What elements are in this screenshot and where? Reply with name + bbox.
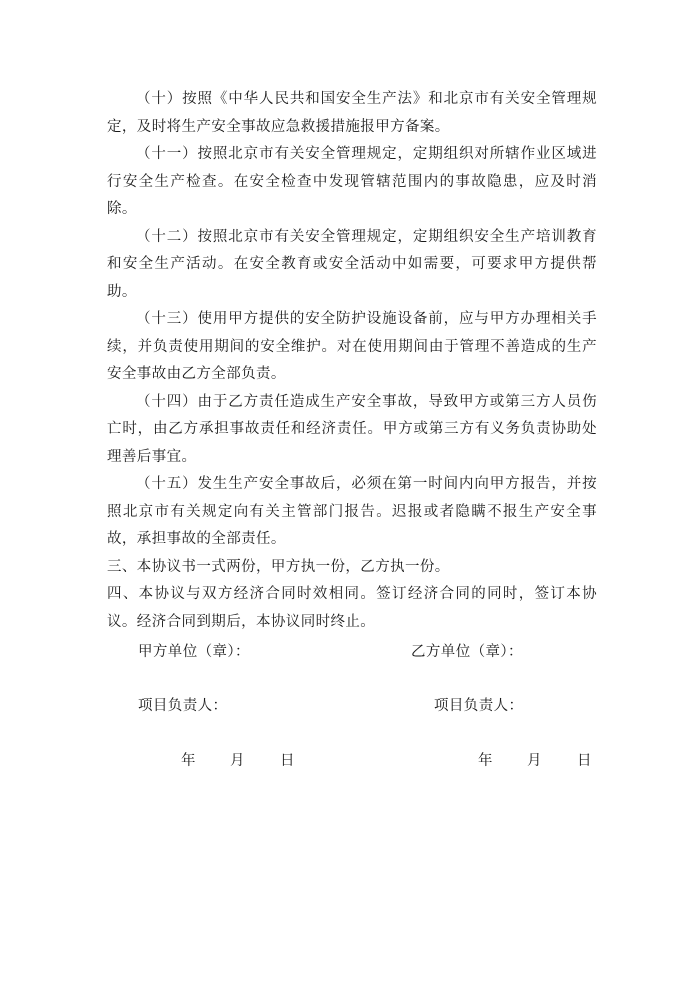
clause-13: （十三）使用甲方提供的安全防护设施设备前，应与甲方办理相关手续，并负责使用期间的安全维护。对在使用期间由于管理不善造成的生产安全事故由乙方全部负责。 <box>107 311 597 382</box>
party-b-day: 日 <box>577 753 592 769</box>
party-b-month: 月 <box>527 753 542 769</box>
party-b-year: 年 <box>478 753 493 769</box>
clause-11: （十一）按照北京市有关安全管理规定，定期组织对所辖作业区域进行安全生产检查。在安全检查中发现管辖范围内的事故隐患，应及时消除。 <box>107 146 597 217</box>
party-a-year: 年 <box>181 753 196 769</box>
clause-10: （十）按照《中华人民共和国安全生产法》和北京市有关安全管理规定，及时将生产安全事故应急救援措施报甲方备案。 <box>107 91 597 135</box>
party-b-leader-label: 项目负责人： <box>434 698 524 714</box>
party-b-unit-label: 乙方单位（章）： <box>411 644 523 660</box>
party-a-unit-label: 甲方单位（章）： <box>138 644 250 660</box>
party-a-month: 月 <box>230 753 245 769</box>
party-a-day: 日 <box>280 753 295 769</box>
clause-15: （十五）发生生产安全事故后，必须在第一时间内向甲方报告，并按照北京市有关规定向有关主管部门报告。迟报或者隐瞒不报生产安全事故，承担事故的全部责任。 <box>107 476 597 547</box>
clause-12: （十二）按照北京市有关安全管理规定，定期组织安全生产培训教育和安全生产活动。在安全教育或安全活动中如需要，可要求甲方提供帮助。 <box>107 228 597 300</box>
party-a-leader-label: 项目负责人： <box>138 698 228 714</box>
agreement-body <box>107 86 597 636</box>
section-4: 四、本协议与双方经济合同时效相同。签订经济合同的同时，签订本协议。经济合同到期后，本协议同时终止。 <box>107 586 597 630</box>
clause-14: （十四）由于乙方责任造成生产安全事故，导致甲方或第三方人员伤亡时，由乙方承担事故责任和经济责任。甲方或第三方有义务负责协助处理善后事宜。 <box>107 393 597 465</box>
section-3: 三、本协议书一式两份，甲方执一份，乙方执一份。 <box>107 558 450 575</box>
